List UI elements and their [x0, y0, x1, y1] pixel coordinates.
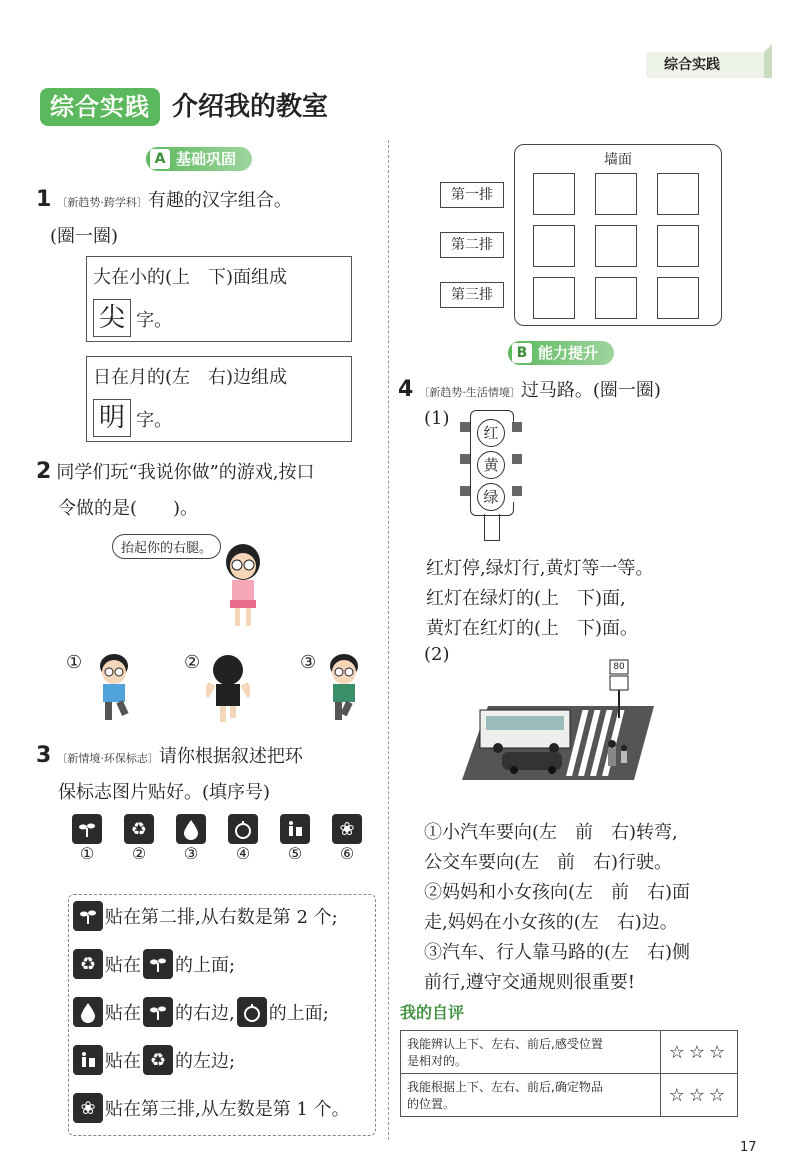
q4-s1: ①小汽车要向(左 前 右)转弯,: [424, 822, 678, 843]
traffic-light-red: 红: [477, 419, 505, 447]
q3-icon-num-2: ②: [131, 844, 147, 863]
q1-box1-char-row: [93, 299, 172, 337]
page-number: 17: [740, 1140, 757, 1155]
q4-tag: 〔新趋势·生活情境〕: [418, 386, 521, 399]
q3-clue-4: [73, 1045, 235, 1075]
self-eval-text-2b: 的位置。: [407, 1097, 456, 1111]
seat-cell[interactable]: [657, 277, 699, 319]
q3-clue-5-text: 贴在第三排,从左数是第 1 个。: [105, 1099, 350, 1120]
sprout-icon: [143, 997, 173, 1027]
q3-icon-cell-2: [124, 814, 154, 863]
traffic-light-left-visors: [460, 422, 470, 502]
q4-s2: 公交车要向(左 前 右)行驶。: [424, 852, 673, 873]
q3-icon-num-1: ①: [79, 844, 95, 863]
wall-label: 墙面: [604, 152, 632, 168]
q3-clue-1-text: 贴在第二排,从右数是第 2 个;: [105, 907, 338, 928]
water-drop-icon: [176, 814, 206, 844]
flower-icon: ❀: [332, 814, 362, 844]
q1-box2-suffix: 字。: [136, 410, 173, 431]
water-drop-icon: [73, 997, 103, 1027]
q3-icon-cell-3: [176, 814, 206, 863]
q1-box2-char-row: [93, 399, 172, 437]
page-title: 介绍我的教室: [172, 92, 329, 122]
q1-header: [36, 186, 292, 212]
q1-box2-char: 明: [93, 399, 131, 437]
q3-icon-cell-4: [228, 814, 258, 863]
q4-text: 过马路。(圈一圈): [520, 380, 661, 401]
table-row: [401, 1074, 738, 1117]
self-eval-table: [400, 1030, 738, 1117]
q3-clue-3: [73, 997, 329, 1027]
apple-icon: [237, 997, 267, 1027]
self-eval-text-2: [401, 1074, 661, 1117]
q1-box1-suffix: 字。: [136, 310, 173, 331]
q1-box2-line: 日在月的(左 右)边组成: [93, 367, 288, 388]
q3-clue-2b: 的上面;: [175, 955, 236, 976]
q3-tag: 〔新情境·环保标志〕: [56, 752, 159, 765]
self-eval-stars-1[interactable]: ☆☆☆: [661, 1031, 738, 1074]
q3-icon-num-6: ⑥: [339, 844, 355, 863]
q3-line2: 保标志图片贴好。(填序号): [58, 782, 271, 803]
traffic-light: [470, 410, 514, 516]
traffic-light-pole: [484, 514, 500, 541]
q2-boy-2-illustration: [322, 650, 366, 724]
q2-option-3: ③: [300, 652, 317, 673]
row-label-2: 第二排: [440, 232, 504, 258]
q4-line-3: 黄灯在红灯的(上 下)面。: [426, 618, 639, 639]
q3-clue-3c: 的上面;: [268, 1003, 329, 1024]
sprout-icon: [143, 949, 173, 979]
q2-option-2: ②: [184, 652, 201, 673]
recycle-icon: ♻: [73, 949, 103, 979]
section-b-label: 能力提升: [538, 344, 599, 362]
seat-cell[interactable]: [533, 225, 575, 267]
title-badge: 综合实践: [40, 88, 160, 126]
q4-s3: ②妈妈和小女孩向(左 前 右)面: [424, 882, 691, 903]
section-b-letter: B: [512, 343, 532, 363]
road-scene-illustration: [458, 656, 658, 782]
q4-line-2: 红灯在绿灯的(上 下)面,: [426, 588, 626, 609]
wall-panel: [514, 144, 722, 326]
seat-cell[interactable]: [595, 225, 637, 267]
q3-number: 3: [36, 743, 52, 768]
q3-clue-2: [73, 949, 235, 979]
flower-icon: ❀: [73, 1093, 103, 1123]
trash-bin-icon: [73, 1045, 103, 1075]
q4-part1-label: (1): [424, 408, 450, 429]
q2-option-1: ①: [66, 652, 83, 673]
q3-clue-4a: 贴在: [105, 1051, 141, 1072]
section-a-letter: A: [150, 149, 170, 169]
traffic-light-green: 绿: [477, 483, 505, 511]
seat-cell[interactable]: [595, 173, 637, 215]
sprout-icon: [72, 814, 102, 844]
apple-icon: [228, 814, 258, 844]
column-divider: [388, 140, 389, 1140]
q3-icon-row: [72, 814, 362, 863]
q1-text: 有趣的汉字组合。: [147, 190, 292, 211]
self-eval-text-1: [401, 1031, 661, 1074]
traffic-light-yellow: 黄: [477, 451, 505, 479]
q3-icon-num-3: ③: [183, 844, 199, 863]
q3-icon-cell-1: [72, 814, 102, 863]
q3-clue-1: [73, 901, 338, 931]
q4-s5: ③汽车、行人靠马路的(左 右)侧: [424, 942, 691, 963]
q2-girl-back-illustration: [206, 652, 250, 726]
q2-boy-1-illustration: [92, 650, 136, 724]
recycle-icon: ♻: [124, 814, 154, 844]
q2-girl-illustration: [218, 540, 268, 632]
seat-grid: [533, 173, 697, 319]
seat-cell[interactable]: [533, 277, 575, 319]
q4-line-1: 红灯停,绿灯行,黄灯等一等。: [426, 558, 654, 579]
self-eval-title: 我的自评: [400, 1003, 465, 1022]
q4-s6: 前行,遵守交通规则很重要!: [424, 972, 635, 993]
q1-tag: 〔新趋势·跨学科〕: [56, 196, 148, 209]
q1-box1-char: 尖: [93, 299, 131, 337]
q4-header: [398, 376, 661, 402]
q2-speech-bubble: [112, 534, 221, 559]
q1-box-1: [86, 256, 352, 342]
self-eval-text-2a: 我能根据上下、左右、前后,确定物品: [407, 1080, 603, 1094]
q3-icon-num-4: ④: [235, 844, 251, 863]
q3-clue-box: [68, 894, 376, 1136]
seat-cell[interactable]: [595, 277, 637, 319]
self-eval-stars-2[interactable]: ☆☆☆: [661, 1074, 738, 1117]
q1-box-2: [86, 356, 352, 442]
trash-bin-icon: [280, 814, 310, 844]
q4-s4: 走,妈妈在小女孩的(左 右)边。: [424, 912, 678, 933]
section-a-badge: [146, 147, 252, 171]
q3-line1-row: [36, 742, 303, 768]
table-row: [401, 1031, 738, 1074]
q3-clue-4b: 的左边;: [175, 1051, 236, 1072]
speed-sign-text: 80: [613, 662, 625, 672]
seat-cell[interactable]: [657, 173, 699, 215]
seat-cell[interactable]: [533, 173, 575, 215]
q3-icon-num-5: ⑤: [287, 844, 303, 863]
q3-clue-5: [73, 1093, 350, 1123]
row-label-1: 第一排: [440, 182, 504, 208]
q2-line1-row: [36, 458, 315, 484]
sprout-icon: [73, 901, 103, 931]
q1-hint: (圈一圈): [50, 226, 119, 247]
seat-cell[interactable]: [657, 225, 699, 267]
traffic-light-right-visors: [512, 422, 522, 502]
row-label-3: 第三排: [440, 282, 504, 308]
q4-part2-label: (2): [424, 644, 450, 665]
q2-line2: 令做的是( )。: [58, 498, 199, 519]
q3-clue-3b: 的右边,: [175, 1003, 235, 1024]
section-a-label: 基础巩固: [176, 150, 237, 168]
q3-clue-2a: 贴在: [105, 955, 141, 976]
self-eval-text-1a: 我能辨认上下、左右、前后,感受位置: [407, 1037, 603, 1051]
q2-number: 2: [36, 459, 52, 484]
q3-icon-cell-6: [332, 814, 362, 863]
q3-line1: 请你根据叙述把环: [158, 746, 303, 767]
q3-icon-cell-5: [280, 814, 310, 863]
q2-speech-text: 抬起你的右腿。: [121, 541, 213, 556]
q1-number: 1: [36, 187, 52, 212]
section-b-badge: [508, 341, 614, 365]
header-section-tag: 综合实践: [646, 52, 764, 78]
q4-number: 4: [398, 377, 414, 402]
q2-line1: 同学们玩“我说你做”的游戏,按口: [56, 462, 315, 483]
self-eval-text-1b: 是相对的。: [407, 1054, 468, 1068]
q1-box1-line: 大在小的(上 下)面组成: [93, 267, 288, 288]
q3-clue-3a: 贴在: [105, 1003, 141, 1024]
recycle-icon: ♻: [143, 1045, 173, 1075]
